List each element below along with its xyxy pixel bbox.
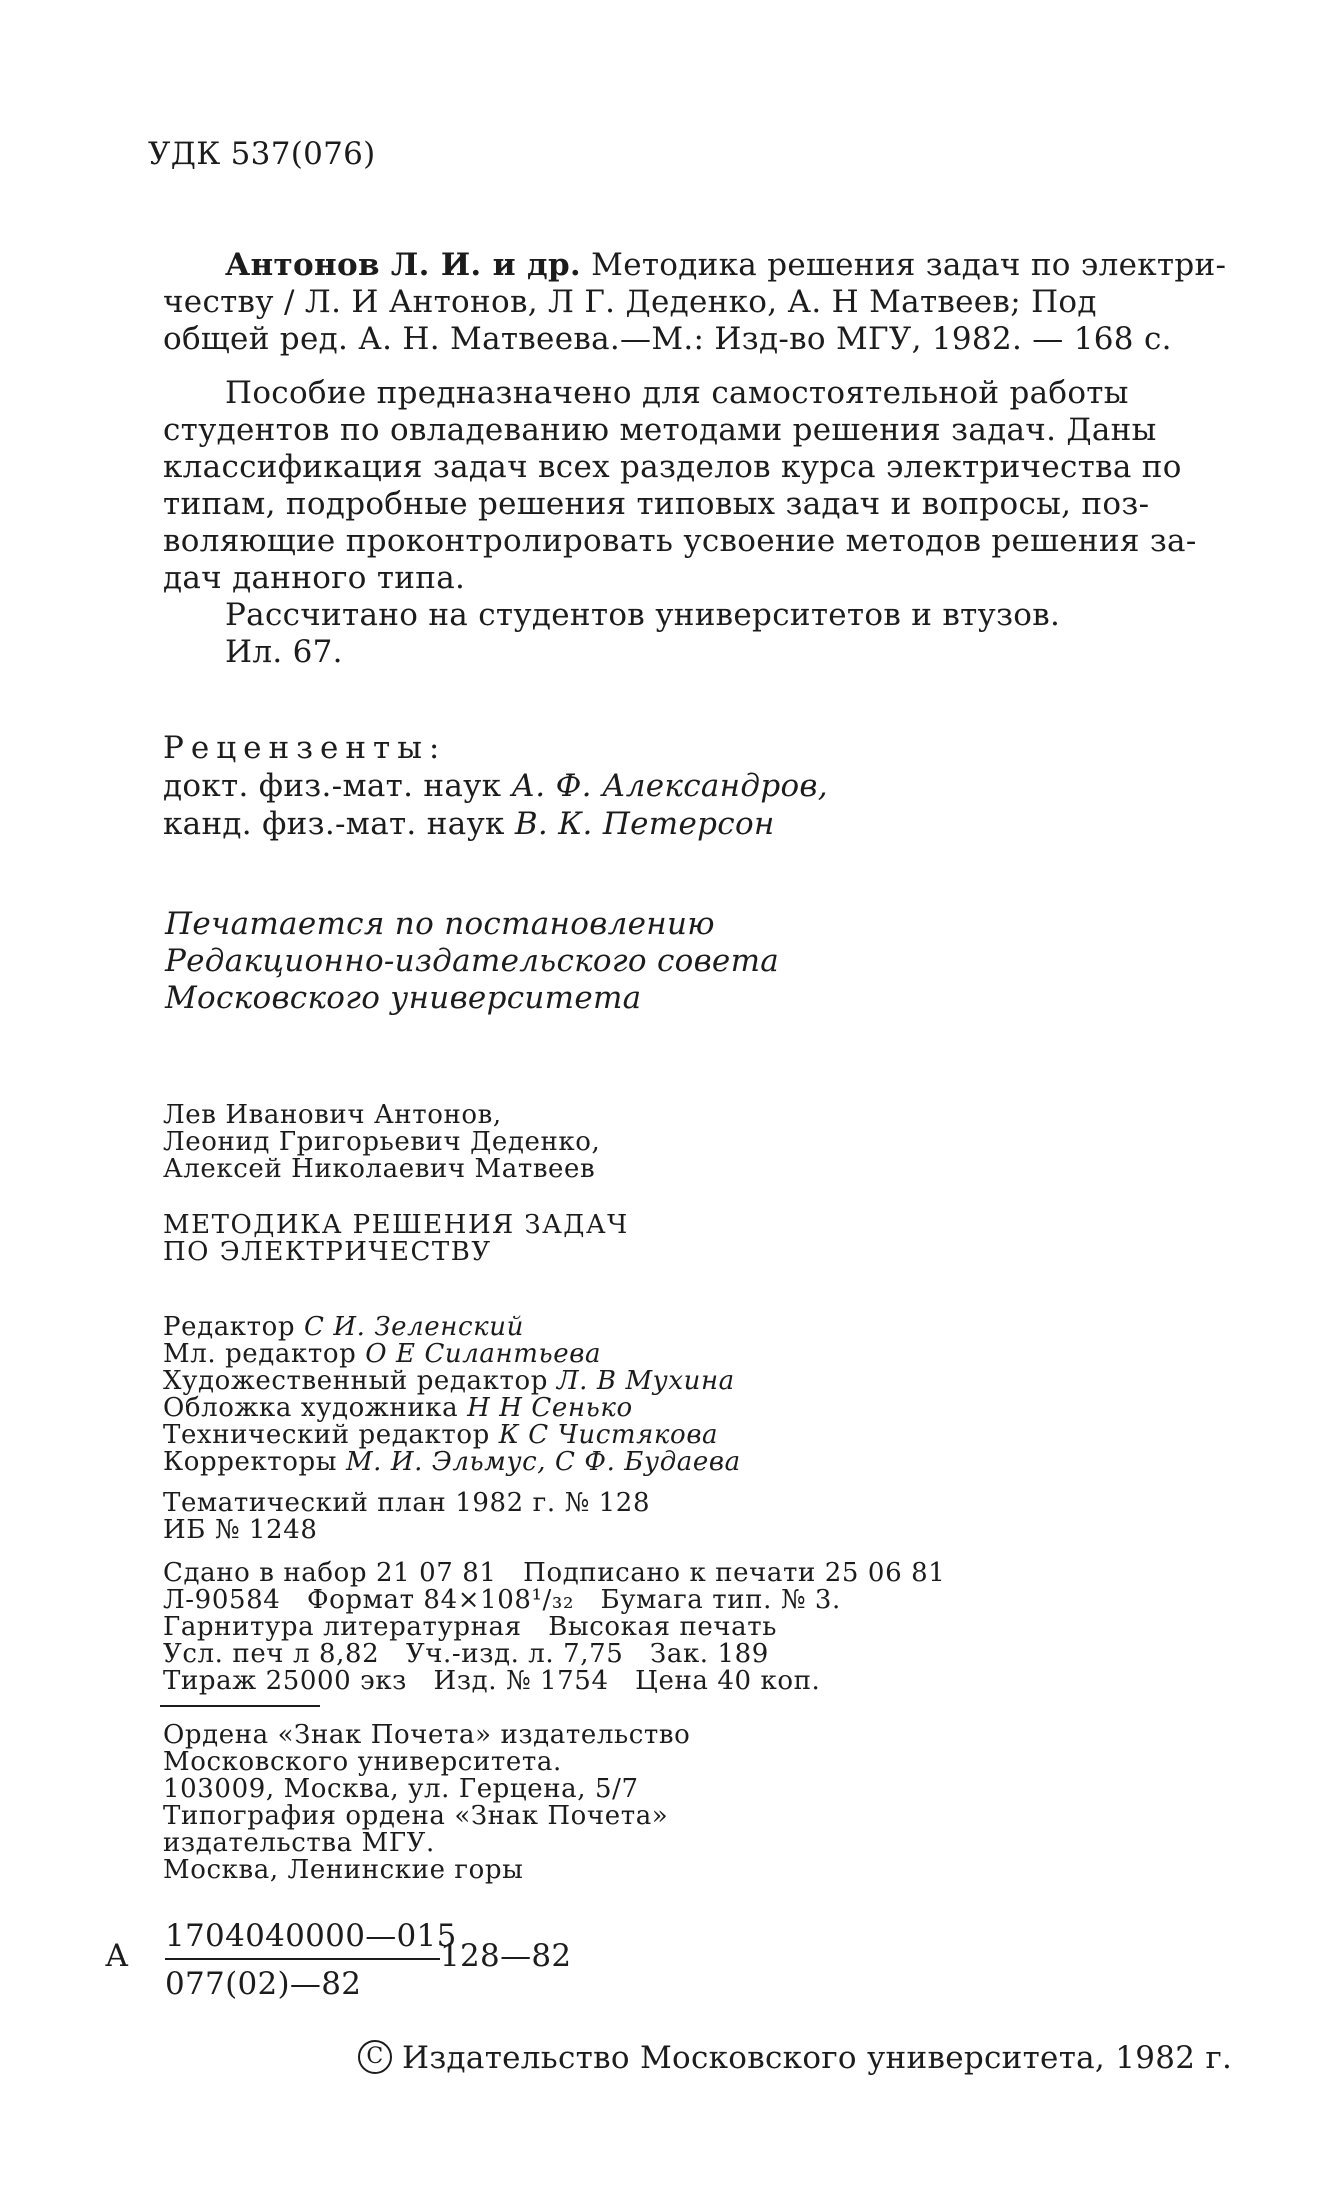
- staff-role: Художественный редактор: [163, 1366, 548, 1396]
- staff-row: [163, 1447, 741, 1477]
- staff-name: М. И. Эльмус, С Ф. Будаева: [345, 1447, 741, 1477]
- abstract-line: Ил. 67.: [225, 634, 343, 670]
- divider-rule: [160, 1705, 320, 1707]
- approval-line: Редакционно-издательского совета: [165, 943, 780, 979]
- staff-row: [163, 1339, 601, 1369]
- abstract-line: дач данного типа.: [163, 560, 466, 596]
- citation-title-start: Методика решения задач по электри-: [591, 247, 1227, 283]
- publisher-line: Московского университета.: [163, 1747, 562, 1777]
- abstract-line: воляющие проконтролировать усвоение методов решения за-: [163, 523, 1197, 559]
- staff-role: Редактор: [163, 1312, 296, 1342]
- approval-line: Московского университета: [165, 980, 642, 1016]
- staff-role: Обложка художника: [163, 1393, 459, 1423]
- citation-line-3: общей ред. А. Н. Матвеева.—М.: Изд-во МГУ, 1982. — 168 с.: [163, 321, 1172, 357]
- reviewer-1-degree: докт. физ.-мат. наук: [163, 768, 502, 804]
- staff-role: Технический редактор: [163, 1420, 490, 1450]
- print-info-line: Тираж 25000 экз Изд. № 1754 Цена 40 коп.: [163, 1666, 821, 1696]
- staff-name: О Е Силантьева: [365, 1339, 602, 1369]
- copyright-icon: C: [358, 2040, 392, 2074]
- abstract-line: Рассчитано на студентов университетов и втузов.: [225, 597, 1061, 633]
- publisher-line: 103009, Москва, ул. Герцена, 5/7: [163, 1774, 639, 1804]
- code-denominator: 077(02)—82: [165, 1966, 362, 2002]
- reviewer-2-degree: канд. физ.-мат. наук: [163, 806, 505, 842]
- code-suffix: 128—82: [440, 1938, 572, 1974]
- staff-name: Л. В Мухина: [556, 1366, 735, 1396]
- author: Леонид Григорьевич Деденко,: [163, 1127, 601, 1157]
- author: Лев Иванович Антонов,: [163, 1100, 502, 1130]
- staff-row: [163, 1312, 524, 1342]
- staff-row: [163, 1366, 735, 1396]
- print-info-line: Л-90584 Формат 84×108¹/₃₂ Бумага тип. № 3.: [163, 1585, 841, 1615]
- reviewer-2-name: В. К. Петерсон: [514, 806, 775, 842]
- abstract-line: Пособие предназначено для самостоятельной работы: [225, 375, 1129, 411]
- staff-role: Корректоры: [163, 1447, 338, 1477]
- abstract-line: студентов по овладеванию методами решения задач. Даны: [163, 412, 1157, 448]
- copyright: [358, 2040, 1232, 2077]
- citation-authors: Антонов Л. И. и др.: [225, 247, 582, 283]
- author: Алексей Николаевич Матвеев: [163, 1154, 596, 1184]
- staff-row: [163, 1420, 718, 1450]
- plan-line: ИБ № 1248: [163, 1515, 318, 1545]
- staff-role: Мл. редактор: [163, 1339, 357, 1369]
- citation-line-1: [225, 247, 1226, 283]
- print-info-line: Усл. печ л 8,82 Уч.-изд. л. 7,75 Зак. 189: [163, 1639, 769, 1669]
- reviewer-1-name: А. Ф. Александров,: [511, 768, 828, 804]
- book-title-line: ПО ЭЛЕКТРИЧЕСТВУ: [163, 1237, 492, 1267]
- staff-name: С И. Зеленский: [304, 1312, 524, 1342]
- print-info-line: Сдано в набор 21 07 81 Подписано к печати 25 06 81: [163, 1558, 946, 1588]
- reviewer-1: [163, 768, 828, 804]
- udk-code: УДК 537(076): [148, 136, 376, 172]
- code-numerator: 1704040000—015: [165, 1918, 457, 1954]
- staff-name: Н Н Сенько: [467, 1393, 633, 1423]
- abstract-line: типам, подробные решения типовых задач и вопросы, поз-: [163, 486, 1150, 522]
- publisher-line: Москва, Ленинские горы: [163, 1855, 524, 1885]
- book-title-line: МЕТОДИКА РЕШЕНИЯ ЗАДАЧ: [163, 1210, 629, 1240]
- reviewer-2: [163, 806, 775, 842]
- print-info-line: Гарнитура литературная Высокая печать: [163, 1612, 777, 1642]
- classification-code: [105, 1918, 605, 2018]
- copyright-text: Издательство Московского университета, 1982 г.: [402, 2040, 1233, 2076]
- approval-line: Печатается по постановлению: [165, 906, 715, 942]
- abstract-line: классификация задач всех разделов курса электричества по: [163, 449, 1182, 485]
- staff-name: К С Чистякова: [498, 1420, 719, 1450]
- fraction-bar: [165, 1958, 440, 1960]
- publisher-line: Ордена «Знак Почета» издательство: [163, 1720, 691, 1750]
- code-letter: А: [105, 1938, 129, 1974]
- plan-line: Тематический план 1982 г. № 128: [163, 1488, 651, 1518]
- reviewers-heading: Рецензенты:: [163, 730, 447, 766]
- publisher-line: издательства МГУ.: [163, 1828, 435, 1858]
- staff-row: [163, 1393, 633, 1423]
- publisher-line: Типография ордена «Знак Почета»: [163, 1801, 669, 1831]
- citation-line-2: честву / Л. И Антонов, Л Г. Деденко, А. Н Матвеев; Под: [163, 284, 1097, 320]
